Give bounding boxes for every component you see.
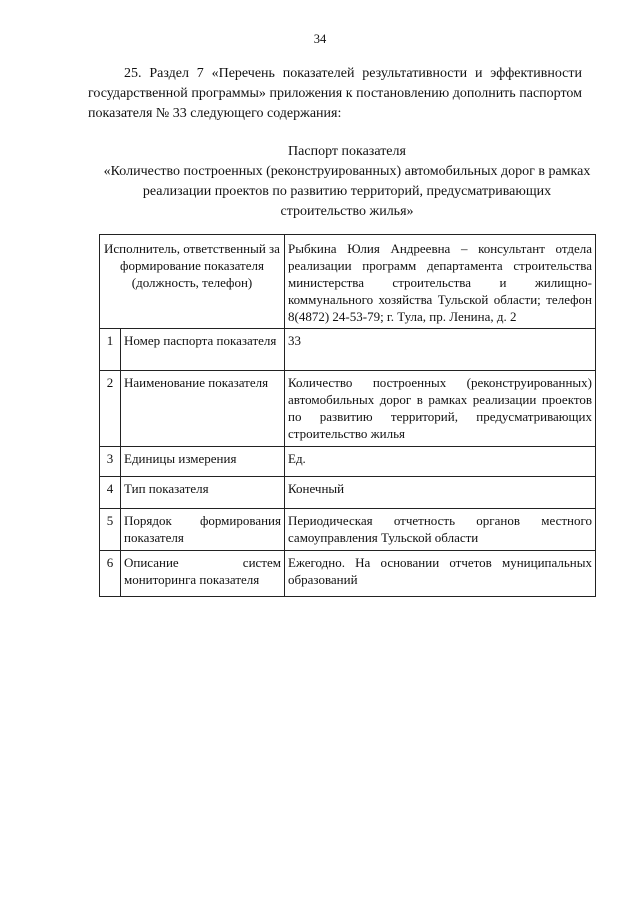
row-label: Номер паспорта показателя bbox=[121, 329, 285, 371]
row-label: Описание систем мониторинга показателя bbox=[121, 551, 285, 597]
row-number: 3 bbox=[100, 447, 121, 477]
row-value: Ед. bbox=[285, 447, 596, 477]
passport-table bbox=[99, 234, 596, 597]
table-row bbox=[100, 551, 596, 597]
table-row bbox=[100, 371, 596, 447]
row-label: Единицы измерения bbox=[121, 447, 285, 477]
passport-title: Паспорт показателя bbox=[288, 144, 406, 159]
row-value: Ежегодно. На основании отчетов муниципальных образований bbox=[285, 551, 596, 597]
row-label: Тип показателя bbox=[121, 477, 285, 509]
row-value: Конечный bbox=[285, 477, 596, 509]
table-row bbox=[100, 477, 596, 509]
row-number: 5 bbox=[100, 509, 121, 551]
intro-paragraph: 25. Раздел 7 «Перечень показателей результативности и эффективности государственной программы» приложения к постановлению дополнить паспортом показателя № 33 следующего содержания: bbox=[88, 66, 582, 121]
row-value: Количество построенных (реконструированных) автомобильных дорог в рамках реализации проектов по развитию территорий, предусматривающих строительство жилья bbox=[285, 371, 596, 447]
row-number: 4 bbox=[100, 477, 121, 509]
responsible-label-cell: Исполнитель, ответственный за формирование показателя (должность, телефон) bbox=[100, 235, 285, 329]
row-number: 6 bbox=[100, 551, 121, 597]
table-row bbox=[100, 447, 596, 477]
row-number: 2 bbox=[100, 371, 121, 447]
table-header-row bbox=[100, 235, 596, 329]
row-number: 1 bbox=[100, 329, 121, 371]
row-value: 33 bbox=[285, 329, 596, 371]
passport-subtitle: «Количество построенных (реконструированных) автомобильных дорог в рамках реализации проектов по развитию территорий, предусматривающих строительство жилья» bbox=[103, 164, 591, 219]
table-row bbox=[100, 329, 596, 371]
responsible-value-cell: Рыбкина Юлия Андреевна – консультант отдела реализации программ департамента строительства министерства строительства и жилищно-коммунального хозяйства Тульской области; телефон 8(4872) 24-53-79; г. Тула, пр. Ленина, д. 2 bbox=[285, 235, 596, 329]
table-row bbox=[100, 509, 596, 551]
row-label: Порядок формирования показателя bbox=[121, 509, 285, 551]
row-value: Периодическая отчетность органов местного самоуправления Тульской области bbox=[285, 509, 596, 551]
page-number: 34 bbox=[313, 32, 327, 46]
row-label: Наименование показателя bbox=[121, 371, 285, 447]
